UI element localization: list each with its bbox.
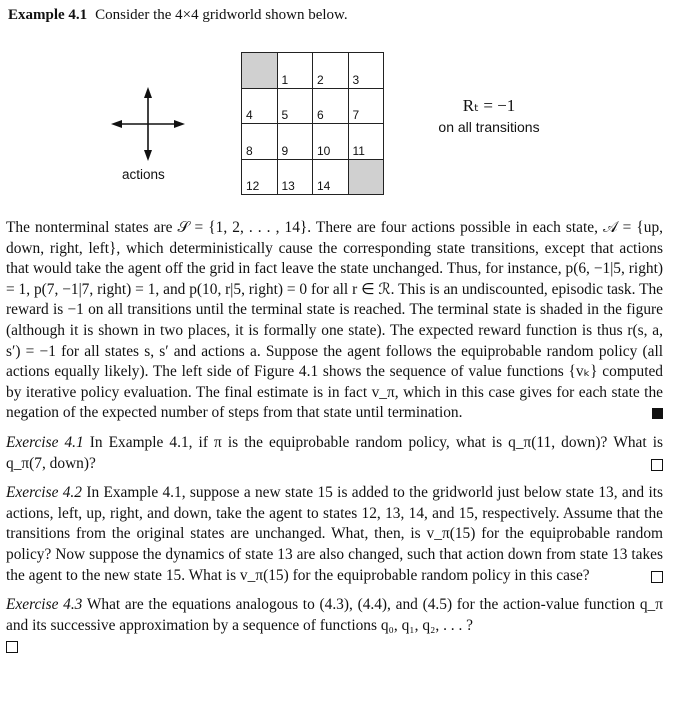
- exercise-4-2: Exercise 4.2 In Example 4.1, suppose a new state 15 is added to the gridworld just below state 13, and its actions, left, up, right, and down, take the agent to states 12, 13, 14, and 15, respectively. Assume that the transitions from the original states are unchanged. What, then, is v_π(15) for the equiprobable random policy? Now suppose the dynamics of state 13 are also changed, such that action down from state 13 takes the agent to the new state 15. What is v_π(15) for the equiprobable random policy in this case?: [6, 484, 663, 584]
- grid-cell: [313, 160, 349, 196]
- reward-note: on all transitions: [438, 119, 540, 135]
- exercise-4-3: Exercise 4.3 What are the equations analogous to (4.3), (4.4), and (4.5) for the action-value function q_π and its successive approximation by a sequence of functions q₀, q₁, q₂, . . . ?: [6, 595, 663, 660]
- grid-cell: [278, 53, 314, 89]
- grid-cell: [242, 89, 278, 125]
- state-number: 12: [246, 179, 260, 193]
- exercise-box-icon: [651, 571, 663, 583]
- state-number: 9: [281, 143, 289, 158]
- example-paragraph: The nonterminal states are 𝒮 = {1, 2, . . . , 14}. There are four actions possible in each state, 𝒜 = {up, down, right, left}, which deterministically cause the corresponding state transitions, except that actions that would take the agent off the grid in fact leave the state unchanged. Thus, for instance, p(6, −1|5, right) = 1, p(7, −1|7, right) = 1, and p(10, r|5, right) = 0 for all r ∈ ℛ. This is an undiscounted, episodic task. The reward is −1 on all transitions until the terminal state is reached. The terminal state is shaded in the figure (although it is shown in two places, it is formally one state). The expected reward function is thus r(s, a, s′) = −1 for all states s, s′ and actions a. Suppose the agent follows the equiprobable random policy (all actions equally likely). The left side of Figure 4.1 shows the sequence of value functions {vₖ} computed by iterative policy evaluation. The final estimate is in fact v_π, which in this case gives for each state the negation of the expected number of steps from that state until termination.: [6, 219, 663, 422]
- example-title: Consider the 4×4 gridworld shown below.: [95, 7, 348, 23]
- grid-cell: [349, 53, 385, 89]
- actions-label: actions: [122, 167, 165, 182]
- example-label: Example 4.1: [8, 7, 88, 23]
- grid-cell: [349, 89, 385, 125]
- state-number: 7: [352, 108, 360, 122]
- state-number: 4: [246, 108, 253, 122]
- grid-cell: [278, 124, 314, 160]
- grid-cell: [242, 124, 278, 160]
- state-number: 8: [246, 143, 253, 158]
- exercise-4-1: Exercise 4.1 In Example 4.1, if π is the equiprobable random policy, what is q_π(11, down)? What is q_π(7, down)?: [6, 433, 663, 472]
- state-number: 2: [317, 72, 324, 87]
- grid-cell: [349, 124, 385, 160]
- state-number: 6: [317, 108, 324, 122]
- body-text: [6, 218, 663, 669]
- terminal-cell: [349, 160, 385, 196]
- exercise-box-icon: [6, 641, 18, 653]
- reward-annotation: [430, 96, 548, 135]
- state-number: 13: [281, 179, 295, 193]
- gridworld: [241, 52, 384, 195]
- grid-cell: [278, 160, 314, 196]
- state-number: 10: [317, 143, 331, 158]
- grid-cell: [278, 89, 314, 125]
- state-number: 1: [281, 72, 289, 87]
- grid-cell: [313, 89, 349, 125]
- state-number: 11: [352, 143, 365, 158]
- exercise-box-icon: [651, 459, 663, 471]
- actions-arrows-icon: [110, 86, 186, 162]
- grid-cell: [242, 160, 278, 196]
- terminal-cell: [242, 53, 278, 89]
- reward-equation: Rₜ = −1: [462, 96, 516, 115]
- grid-cell: [313, 124, 349, 160]
- state-number: 3: [352, 72, 360, 87]
- end-of-example-icon: [652, 408, 663, 419]
- example-heading: [8, 7, 348, 24]
- state-number: 5: [281, 108, 289, 122]
- grid-cell: [313, 53, 349, 89]
- state-number: 14: [317, 179, 331, 193]
